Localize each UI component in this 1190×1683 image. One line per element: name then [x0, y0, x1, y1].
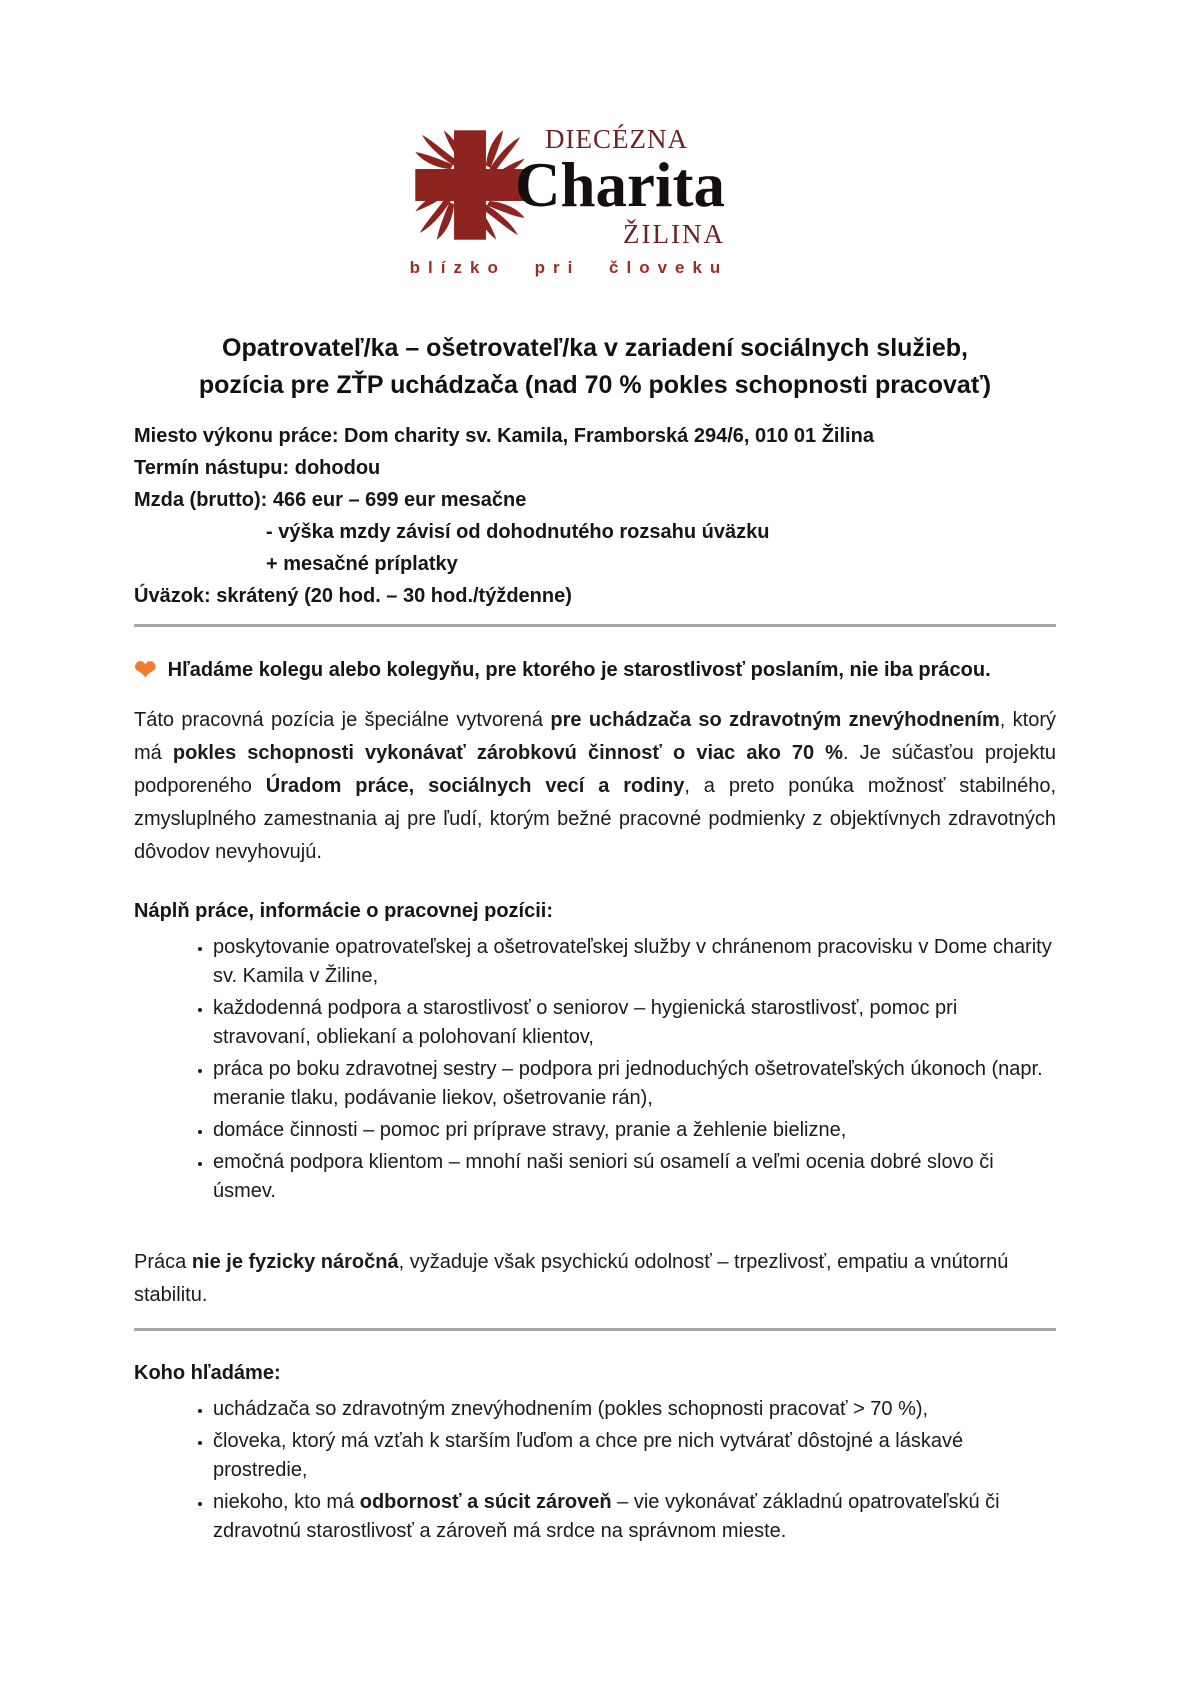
charita-logo — [134, 124, 1056, 278]
list-item: • emočná podpora klientom – mnohí naši seniori sú osamelí a veľmi ocenia dobré slovo či úsmev. — [213, 1148, 1056, 1206]
requirements-heading: Koho hľadáme: — [134, 1361, 281, 1384]
list-item: • každodenná podpora a starostlivosť o seniorov – hygienická starostlivosť, pomoc pri stravovaní, obliekaní a polohovaní klientov, — [213, 994, 1056, 1052]
page-title-line2: pozícia pre ZŤP uchádzača (nad 70 % pokles schopnosti pracovať) — [198, 370, 992, 399]
highlight-text: Hľadáme kolegu alebo kolegyňu, pre ktorého je starostlivosť poslaním, nie iba prácou. — [167, 658, 991, 681]
logo-diecezna-label: DIECÉZNA — [545, 124, 688, 154]
list-item: • práca po boku zdravotnej sestry – podpora pri jednoduchých ošetrovateľských úkonoch (napr. meranie tlaku, podávanie liekov, ošetrovanie rán), — [213, 1055, 1056, 1113]
list-item: • niekoho, kto má odbornosť a súcit zároveň – vie vykonávať základnú opatrovateľskú či zdravotnú starostlivosť a zároveň má srdce na správnom mieste. — [213, 1488, 1056, 1546]
duties-heading: Náplň práce, informácie o pracovnej pozícii: — [134, 899, 553, 922]
list-item: • domáce činnosti – pomoc pri príprave stravy, pranie a žehlenie bielizne, — [213, 1116, 1056, 1145]
detail-line: Miesto výkonu práce: Dom charity sv. Kamila, Framborská 294/6, 010 01 Žilina — [134, 424, 874, 447]
list-item: • poskytovanie opatrovateľskej a ošetrovateľskej služby v chránenom pracovisku v Dome charity sv. Kamila v Žiline, — [213, 933, 1056, 991]
list-item: • človeka, ktorý má vzťah k starším ľuďom a chce pre nich vytvárať dôstojné a láskavé prostredie, — [213, 1427, 1056, 1485]
work-note-paragraph: Práca nie je fyzicky náročná, vyžaduje však psychickú odolnosť – trpezlivosť, empatiu a vnútornú stabilitu. — [134, 1250, 1009, 1306]
detail-line: - výška mzdy závisí od dohodnutého rozsahu úväzku — [266, 520, 770, 543]
detail-line: + mesačné príplatky — [266, 552, 458, 575]
heart-icon: ❤ — [134, 654, 157, 685]
logo-zilina-label: ŽILINA — [623, 218, 725, 249]
logo-tagline: blízko pri človeku — [409, 257, 729, 277]
page-title — [134, 330, 1056, 404]
charita-logo-text — [515, 124, 725, 250]
section-divider — [134, 1328, 1056, 1331]
section-divider — [134, 624, 1056, 627]
highlight-line — [134, 654, 1056, 685]
duties-list — [134, 933, 1056, 1206]
charita-logo-inner — [410, 124, 729, 278]
job-details — [134, 420, 1056, 612]
logo-charita-wordmark: Charita — [515, 150, 725, 220]
requirements-list — [134, 1395, 1056, 1546]
intro-paragraph: Táto pracovná pozícia je špeciálne vytvorená pre uchádzača so zdravotným znevýhodnením, ktorý má pokles schopnosti vykonávať zárobkovú činnosť o viac ako 70 %. Je súčasťou projektu podporeného Úradom práce, sociálnych vecí a rodiny, a preto ponúka možnosť stabilného, zmysluplného zamestnania aj pre ľudí, ktorým bežné pracovné podmienky z objektívnych zdravotných dôvodov nevyhovujú. — [134, 708, 1057, 863]
page-title-line1: Opatrovateľ/ka – ošetrovateľ/ka v zariadení sociálnych služieb, — [222, 333, 968, 362]
list-item: • uchádzača so zdravotným znevýhodnením (pokles schopnosti pracovať > 70 %), — [213, 1395, 1056, 1424]
detail-line: Mzda (brutto): 466 eur – 699 eur mesačne — [134, 488, 527, 511]
detail-line: Termín nástupu: dohodou — [134, 456, 381, 479]
caritas-cross-icon — [413, 128, 527, 242]
charita-logo-row — [413, 124, 725, 250]
detail-line: Úväzok: skrátený (20 hod. – 30 hod./týždenne) — [134, 584, 572, 607]
